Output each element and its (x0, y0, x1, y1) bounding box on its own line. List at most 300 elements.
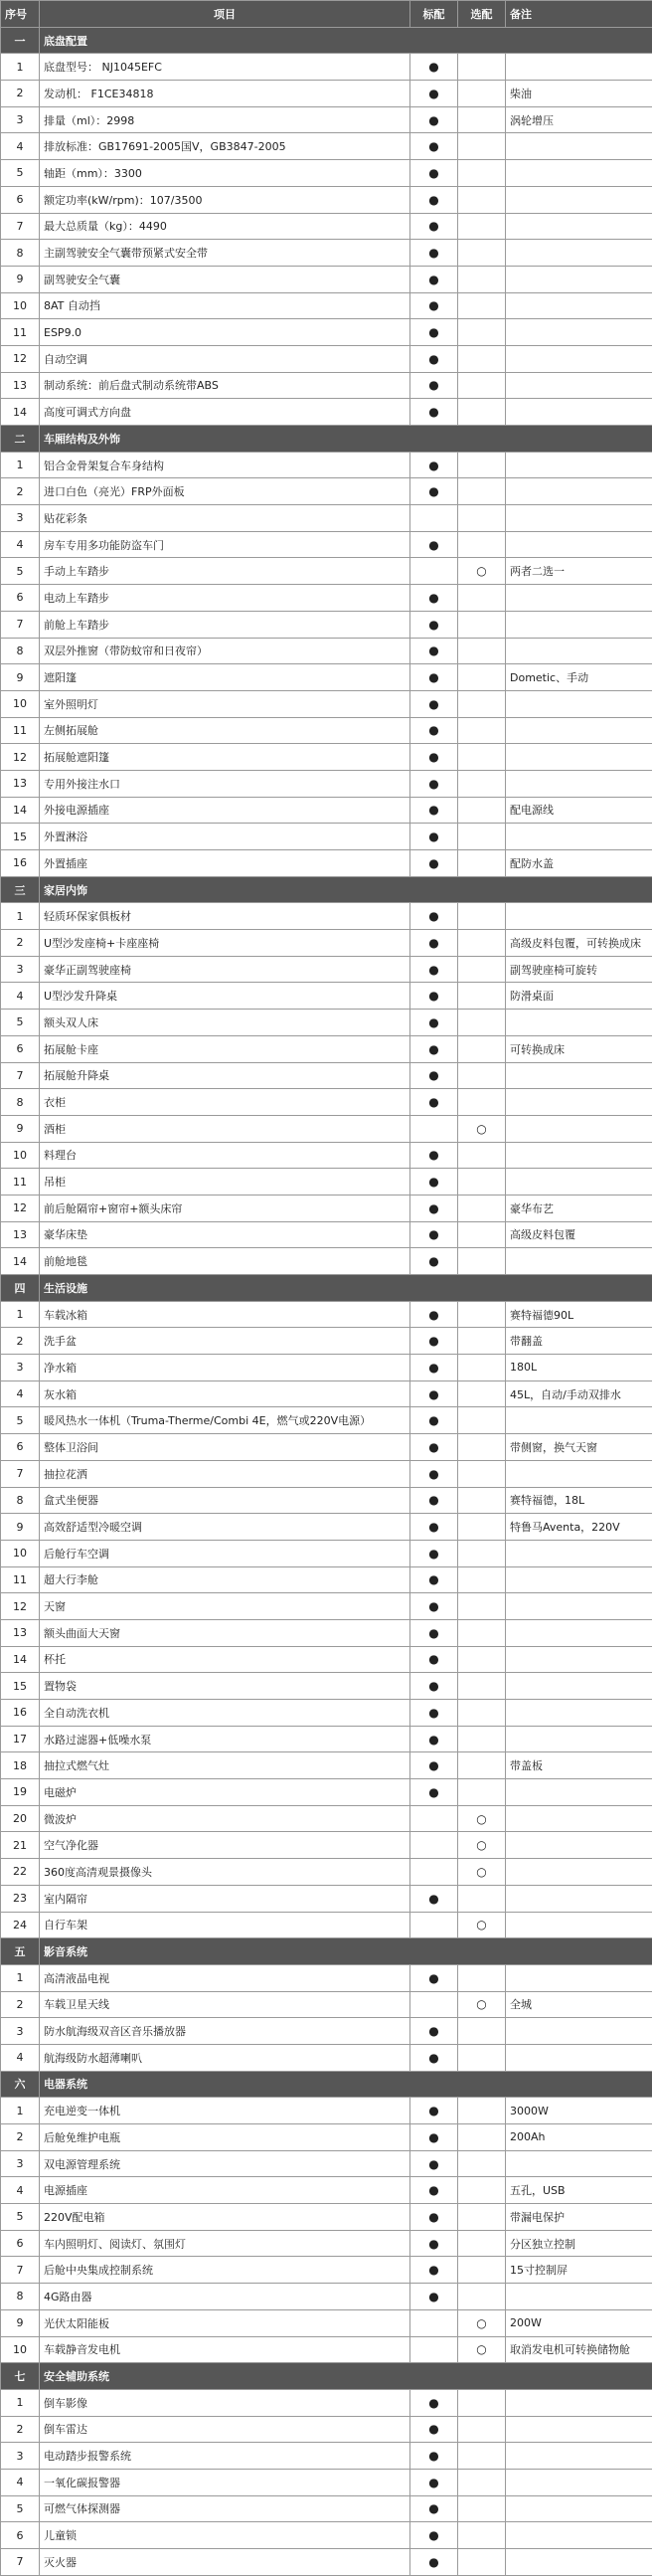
row-number: 20 (1, 1805, 40, 1832)
table-row (1, 2044, 652, 2071)
row-optional-mark (458, 186, 506, 213)
row-item: 手动上车踏步 (40, 558, 410, 585)
row-standard-mark: ● (410, 1328, 458, 1355)
table-row (1, 956, 652, 983)
row-optional-mark (458, 1301, 506, 1328)
row-item: 防水航海级双音区音乐播放器 (40, 2018, 410, 2045)
row-note: 配防水盖 (506, 850, 652, 877)
table-row (1, 2098, 652, 2124)
row-number: 7 (1, 213, 40, 240)
row-optional-mark: ○ (458, 558, 506, 585)
row-standard-mark: ● (410, 850, 458, 877)
row-item: 车内照明灯、阅读灯、氛围灯 (40, 2230, 410, 2257)
row-note (506, 478, 652, 505)
section-number: 二 (1, 426, 40, 453)
row-optional-mark (458, 956, 506, 983)
row-number: 5 (1, 2204, 40, 2231)
row-note: 取消发电机可转换储物舱 (506, 2336, 652, 2363)
row-optional-mark (458, 1673, 506, 1700)
row-item: 副驾驶安全气囊 (40, 266, 410, 292)
row-number: 6 (1, 1434, 40, 1461)
row-note (506, 2389, 652, 2416)
row-number: 21 (1, 1832, 40, 1859)
row-item: 超大行李舱 (40, 1566, 410, 1593)
row-note: 特鲁马Aventa，220V (506, 1514, 652, 1541)
table-row (1, 372, 652, 399)
row-standard-mark: ● (410, 1964, 458, 1991)
row-optional-mark (458, 2177, 506, 2204)
section-row (1, 27, 652, 54)
row-optional-mark (458, 1195, 506, 1221)
table-row (1, 2124, 652, 2151)
row-optional-mark (458, 478, 506, 505)
row-standard-mark: ● (410, 1062, 458, 1089)
row-note: 带侧窗，换气天窗 (506, 1434, 652, 1461)
row-note: 带翻盖 (506, 1328, 652, 1355)
row-number: 7 (1, 611, 40, 638)
row-number: 7 (1, 2257, 40, 2284)
row-item: 车载静音发电机 (40, 2336, 410, 2363)
table-row (1, 1566, 652, 1593)
row-item: 室内隔帘 (40, 1885, 410, 1912)
row-standard-mark (410, 1912, 458, 1938)
row-item: 自行车架 (40, 1912, 410, 1938)
row-item: U型沙发座椅+卡座座椅 (40, 930, 410, 957)
row-number: 2 (1, 1328, 40, 1355)
table-row (1, 240, 652, 267)
table-row (1, 186, 652, 213)
row-optional-mark (458, 717, 506, 744)
row-number: 4 (1, 983, 40, 1010)
row-standard-mark: ● (410, 81, 458, 107)
row-optional-mark (458, 2469, 506, 2495)
row-item: 专用外接注水口 (40, 770, 410, 797)
row-optional-mark (458, 611, 506, 638)
row-note: 配电源线 (506, 797, 652, 824)
row-standard-mark: ● (410, 2204, 458, 2231)
row-item: 整体卫浴间 (40, 1434, 410, 1461)
row-standard-mark: ● (410, 1035, 458, 1062)
row-note (506, 744, 652, 771)
row-standard-mark: ● (410, 1593, 458, 1620)
table-row (1, 2284, 652, 2310)
row-item: 铝合金骨架复合车身结构 (40, 452, 410, 478)
table-row (1, 558, 652, 585)
section-row (1, 1938, 652, 1965)
row-standard-mark: ● (410, 2443, 458, 2470)
row-item: 外置插座 (40, 850, 410, 877)
table-row (1, 399, 652, 426)
row-optional-mark (458, 585, 506, 612)
table-row (1, 1673, 652, 1700)
table-row (1, 2495, 652, 2522)
row-note (506, 345, 652, 372)
table-row (1, 2416, 652, 2443)
row-note (506, 133, 652, 160)
row-standard-mark: ● (410, 531, 458, 558)
section-row (1, 426, 652, 453)
table-row (1, 2230, 652, 2257)
table-row (1, 478, 652, 505)
row-optional-mark: ○ (458, 2336, 506, 2363)
table-row (1, 1142, 652, 1169)
row-item: 拓展舱卡座 (40, 1035, 410, 1062)
row-standard-mark: ● (410, 1248, 458, 1275)
row-optional-mark (458, 2150, 506, 2177)
table-row (1, 531, 652, 558)
row-standard-mark: ● (410, 1514, 458, 1541)
row-number: 9 (1, 266, 40, 292)
row-number: 4 (1, 531, 40, 558)
row-item: 微波炉 (40, 1805, 410, 1832)
row-item: 高清液晶电视 (40, 1964, 410, 1991)
row-optional-mark (458, 345, 506, 372)
section-title: 车厢结构及外饰 (40, 426, 652, 453)
row-item: 抽拉花洒 (40, 1460, 410, 1487)
row-optional-mark: ○ (458, 1832, 506, 1859)
row-optional-mark (458, 1221, 506, 1248)
row-standard-mark: ● (410, 240, 458, 267)
row-note: 五孔，USB (506, 2177, 652, 2204)
table-row (1, 1885, 652, 1912)
row-note (506, 770, 652, 797)
row-note (506, 1062, 652, 1089)
row-note (506, 186, 652, 213)
row-standard-mark: ● (410, 399, 458, 426)
row-optional-mark (458, 824, 506, 850)
table-row (1, 797, 652, 824)
table-row (1, 54, 652, 81)
row-standard-mark: ● (410, 372, 458, 399)
row-standard-mark: ● (410, 186, 458, 213)
row-item: 净水箱 (40, 1355, 410, 1381)
table-row (1, 1593, 652, 1620)
row-item: 最大总质量（kg）：4490 (40, 213, 410, 240)
row-number: 6 (1, 2522, 40, 2549)
row-item: 儿童锁 (40, 2522, 410, 2549)
row-item: 灰水箱 (40, 1380, 410, 1407)
table-row (1, 1407, 652, 1434)
table-row (1, 1221, 652, 1248)
row-item: 后舱免维护电瓶 (40, 2124, 410, 2151)
row-standard-mark: ● (410, 2177, 458, 2204)
section-number: 六 (1, 2071, 40, 2098)
row-optional-mark (458, 797, 506, 824)
row-standard-mark: ● (410, 133, 458, 160)
table-row (1, 2549, 652, 2576)
row-item: 后舱行车空调 (40, 1540, 410, 1566)
table-body (1, 27, 652, 2575)
row-optional-mark (458, 1460, 506, 1487)
row-standard-mark: ● (410, 345, 458, 372)
header-optional: 选配 (458, 1, 506, 28)
row-optional-mark: ○ (458, 1912, 506, 1938)
row-optional-mark (458, 1514, 506, 1541)
row-note (506, 717, 652, 744)
row-note (506, 1407, 652, 1434)
row-number: 19 (1, 1779, 40, 1806)
row-optional-mark (458, 850, 506, 877)
row-number: 4 (1, 2469, 40, 2495)
row-item: 料理台 (40, 1142, 410, 1169)
row-standard-mark: ● (410, 478, 458, 505)
row-item: 轴距（mm）：3300 (40, 160, 410, 187)
row-standard-mark: ● (410, 770, 458, 797)
row-item: 抽拉式燃气灶 (40, 1752, 410, 1779)
row-standard-mark: ● (410, 1434, 458, 1461)
row-note (506, 2284, 652, 2310)
row-item: 主副驾驶安全气囊带预紧式安全带 (40, 240, 410, 267)
row-note: 45L，自动/手动双排水 (506, 1380, 652, 1407)
row-standard-mark: ● (410, 319, 458, 346)
row-number: 23 (1, 1885, 40, 1912)
row-standard-mark: ● (410, 1010, 458, 1036)
row-number: 10 (1, 1142, 40, 1169)
row-number: 2 (1, 1991, 40, 2018)
row-note: 柴油 (506, 81, 652, 107)
row-optional-mark (458, 1434, 506, 1461)
row-item: 前舱地毯 (40, 1248, 410, 1275)
row-standard-mark (410, 2309, 458, 2336)
section-row (1, 1275, 652, 1302)
section-row (1, 2363, 652, 2390)
row-item: 房车专用多功能防盗车门 (40, 531, 410, 558)
row-standard-mark: ● (410, 797, 458, 824)
row-standard-mark: ● (410, 1673, 458, 1700)
row-item: 倒车雷达 (40, 2416, 410, 2443)
row-note (506, 1010, 652, 1036)
row-optional-mark (458, 2098, 506, 2124)
table-row (1, 1779, 652, 1806)
row-note (506, 638, 652, 664)
row-standard-mark: ● (410, 1646, 458, 1673)
row-note (506, 2469, 652, 2495)
row-standard-mark: ● (410, 1700, 458, 1727)
row-note: Dometic、手动 (506, 664, 652, 691)
row-note (506, 266, 652, 292)
row-item: 4G路由器 (40, 2284, 410, 2310)
row-number: 12 (1, 744, 40, 771)
row-optional-mark (458, 1380, 506, 1407)
table-row (1, 2204, 652, 2231)
table-row (1, 664, 652, 691)
table-row (1, 292, 652, 319)
table-row (1, 1964, 652, 1991)
row-standard-mark: ● (410, 1460, 458, 1487)
row-number: 8 (1, 1089, 40, 1116)
table-row (1, 1355, 652, 1381)
row-note: 高级皮料包覆，可转换成床 (506, 930, 652, 957)
section-number: 七 (1, 2363, 40, 2390)
row-note (506, 585, 652, 612)
table-row (1, 319, 652, 346)
row-number: 3 (1, 106, 40, 133)
row-optional-mark (458, 2522, 506, 2549)
row-number: 1 (1, 903, 40, 930)
row-standard-mark: ● (410, 1221, 458, 1248)
row-optional-mark (458, 2416, 506, 2443)
row-item: 360度高清观景摄像头 (40, 1859, 410, 1886)
row-standard-mark (410, 1805, 458, 1832)
row-number: 13 (1, 1619, 40, 1646)
row-note: 赛特福德90L (506, 1301, 652, 1328)
row-number: 10 (1, 292, 40, 319)
row-item: 电源插座 (40, 2177, 410, 2204)
row-number: 8 (1, 240, 40, 267)
row-optional-mark (458, 1089, 506, 1116)
row-standard-mark (410, 2336, 458, 2363)
section-number: 三 (1, 876, 40, 903)
row-standard-mark: ● (410, 638, 458, 664)
row-note: 豪华布艺 (506, 1195, 652, 1221)
table-row (1, 2018, 652, 2045)
row-item: 左侧拓展舱 (40, 717, 410, 744)
table-row (1, 850, 652, 877)
row-number: 2 (1, 930, 40, 957)
row-note (506, 292, 652, 319)
row-item: 8AT 自动挡 (40, 292, 410, 319)
row-optional-mark (458, 1593, 506, 1620)
row-standard-mark: ● (410, 2044, 458, 2071)
row-standard-mark: ● (410, 2284, 458, 2310)
row-number: 2 (1, 2416, 40, 2443)
row-standard-mark: ● (410, 1885, 458, 1912)
row-standard-mark: ● (410, 1355, 458, 1381)
row-optional-mark (458, 2044, 506, 2071)
row-number: 5 (1, 1407, 40, 1434)
row-item: 一氧化碳报警器 (40, 2469, 410, 2495)
row-item: 电动上车踏步 (40, 585, 410, 612)
row-standard-mark: ● (410, 452, 458, 478)
row-item: 进口白色（亮光）FRP外面板 (40, 478, 410, 505)
row-number: 6 (1, 585, 40, 612)
header-item: 项目 (40, 1, 410, 28)
row-standard-mark: ● (410, 2124, 458, 2151)
row-optional-mark (458, 1248, 506, 1275)
row-number: 15 (1, 824, 40, 850)
table-row (1, 2389, 652, 2416)
row-note (506, 2044, 652, 2071)
row-note (506, 372, 652, 399)
row-item: 豪华床垫 (40, 1221, 410, 1248)
row-item: 衣柜 (40, 1089, 410, 1116)
row-number: 10 (1, 1540, 40, 1566)
row-optional-mark (458, 1355, 506, 1381)
row-optional-mark (458, 664, 506, 691)
table-row (1, 1380, 652, 1407)
table-row (1, 345, 652, 372)
row-item: 前舱上车踏步 (40, 611, 410, 638)
row-optional-mark (458, 2204, 506, 2231)
table-row (1, 2522, 652, 2549)
table-row (1, 770, 652, 797)
table-row (1, 1514, 652, 1541)
row-number: 14 (1, 1646, 40, 1673)
row-number: 1 (1, 54, 40, 81)
header-note: 备注 (506, 1, 652, 28)
table-row (1, 1115, 652, 1142)
row-standard-mark: ● (410, 1726, 458, 1752)
row-number: 5 (1, 1010, 40, 1036)
row-note (506, 1619, 652, 1646)
row-number: 7 (1, 2549, 40, 2576)
row-item: 前后舱隔帘+窗帘+额头床帘 (40, 1195, 410, 1221)
table-row (1, 1619, 652, 1646)
row-item: 洗手盆 (40, 1328, 410, 1355)
row-item: 贴花彩条 (40, 505, 410, 532)
section-title: 安全辅助系统 (40, 2363, 652, 2390)
table-row (1, 1010, 652, 1036)
row-note (506, 1859, 652, 1886)
table-row (1, 452, 652, 478)
row-item: 高度可调式方向盘 (40, 399, 410, 426)
row-standard-mark (410, 1991, 458, 2018)
row-number: 10 (1, 690, 40, 717)
row-item: 电磁炉 (40, 1779, 410, 1806)
row-item: 额定功率(kW/rpm)：107/3500 (40, 186, 410, 213)
row-number: 13 (1, 1221, 40, 1248)
table-row (1, 1328, 652, 1355)
row-item: 拓展舱升降桌 (40, 1062, 410, 1089)
row-note (506, 611, 652, 638)
row-optional-mark (458, 133, 506, 160)
row-note (506, 2443, 652, 2470)
row-number: 4 (1, 2044, 40, 2071)
row-note: 带盖板 (506, 1752, 652, 1779)
row-note (506, 531, 652, 558)
row-standard-mark: ● (410, 1566, 458, 1593)
row-optional-mark (458, 2230, 506, 2257)
row-optional-mark (458, 1646, 506, 1673)
row-optional-mark (458, 1169, 506, 1196)
row-standard-mark: ● (410, 1779, 458, 1806)
table-row (1, 2257, 652, 2284)
row-number: 2 (1, 478, 40, 505)
row-note (506, 1964, 652, 1991)
row-item: 水路过滤器+低噪水泵 (40, 1726, 410, 1752)
row-item: 轻质环保家俱板材 (40, 903, 410, 930)
row-standard-mark: ● (410, 54, 458, 81)
row-number: 12 (1, 1593, 40, 1620)
row-optional-mark (458, 2257, 506, 2284)
row-standard-mark: ● (410, 2230, 458, 2257)
row-optional-mark (458, 1752, 506, 1779)
row-number: 8 (1, 2284, 40, 2310)
section-number: 四 (1, 1275, 40, 1302)
row-note: 防滑桌面 (506, 983, 652, 1010)
row-optional-mark (458, 1700, 506, 1727)
row-standard-mark: ● (410, 1487, 458, 1514)
row-number: 6 (1, 1035, 40, 1062)
row-standard-mark: ● (410, 717, 458, 744)
row-note (506, 1115, 652, 1142)
row-optional-mark (458, 1062, 506, 1089)
row-optional-mark (458, 2124, 506, 2151)
row-note (506, 1566, 652, 1593)
row-standard-mark: ● (410, 2469, 458, 2495)
row-note (506, 1805, 652, 1832)
row-note: 全城 (506, 1991, 652, 2018)
row-item: 置物袋 (40, 1673, 410, 1700)
row-note (506, 2416, 652, 2443)
row-number: 6 (1, 186, 40, 213)
table-row (1, 1434, 652, 1461)
row-optional-mark (458, 531, 506, 558)
row-note (506, 505, 652, 532)
row-item: 豪华正副驾驶座椅 (40, 956, 410, 983)
row-optional-mark (458, 266, 506, 292)
row-standard-mark (410, 505, 458, 532)
